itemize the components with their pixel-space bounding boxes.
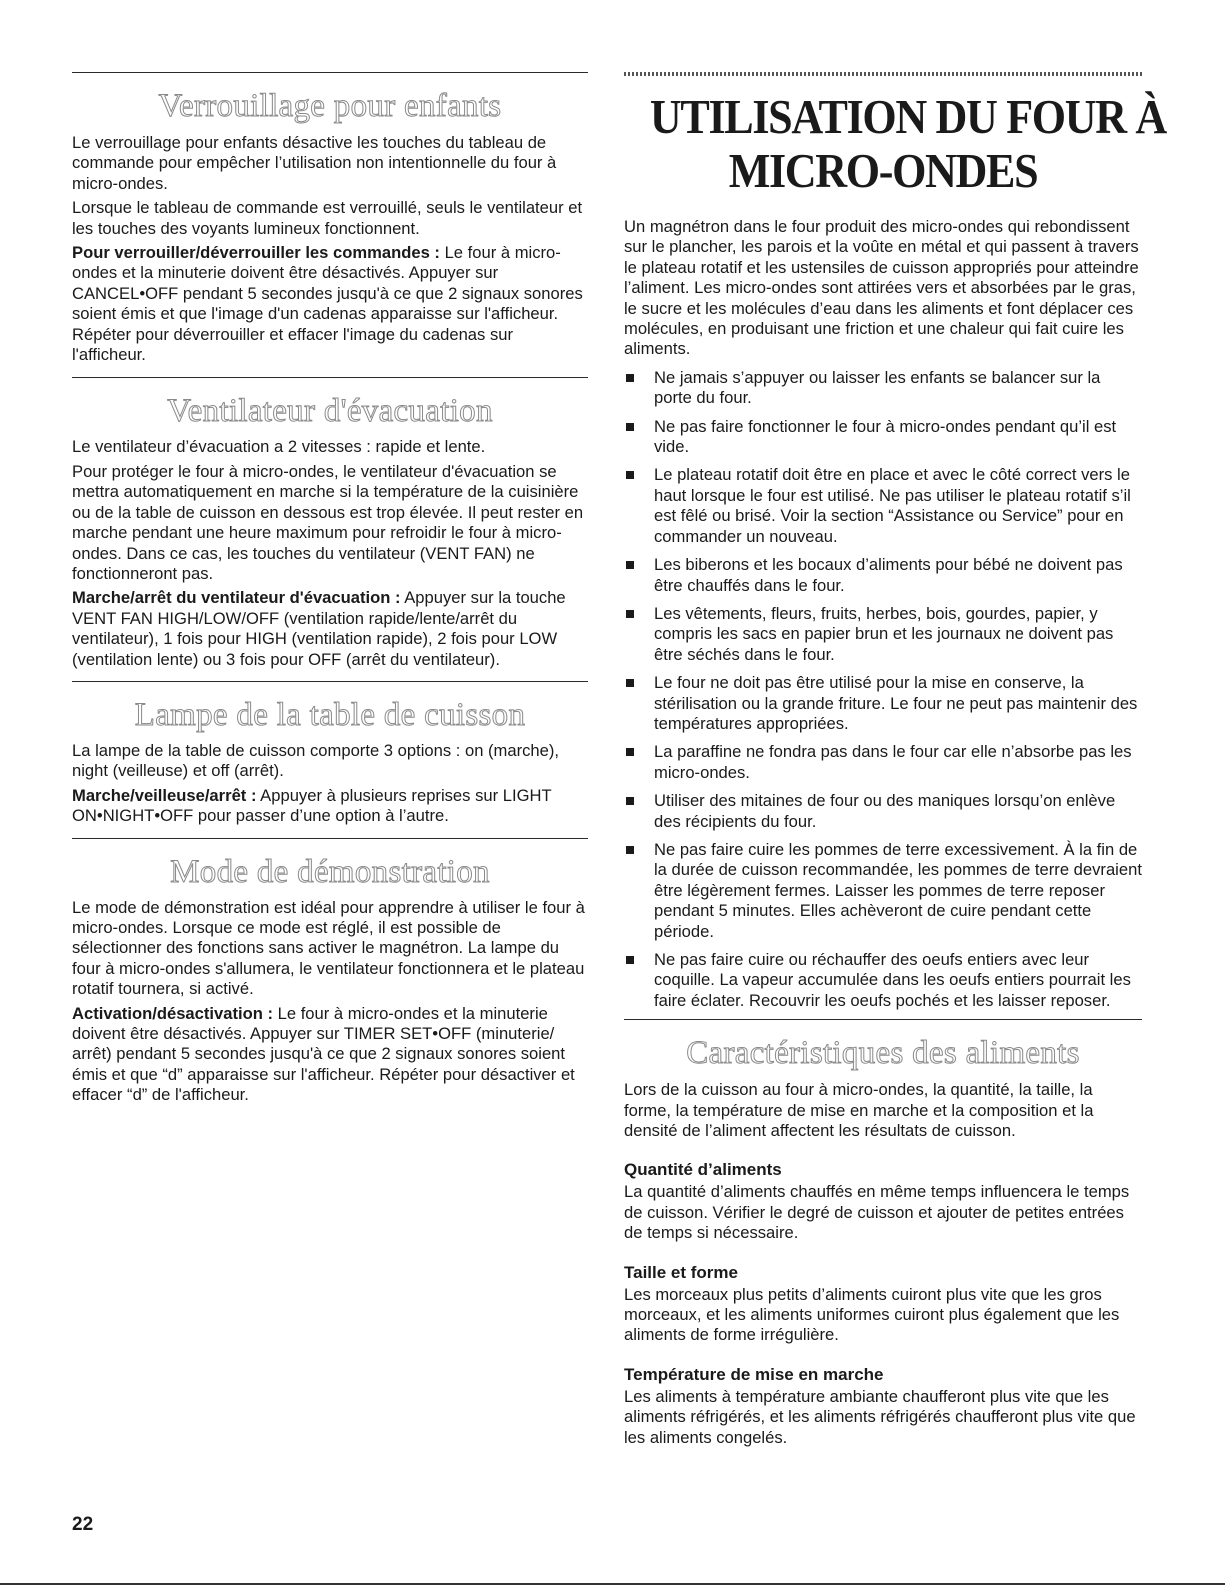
bullet-item: Ne pas faire cuire ou réchauffer des oeufs entiers avec leur coquille. La vapeur accumulée dans les oeufs entiers pourrait les faire éclater. Recouvrir les oeufs pochés et les laisser reposer. <box>624 950 1142 1011</box>
paragraph: Pour protéger le four à micro-ondes, le ventilateur d'évacuation se mettra automatiquement en marche si la température de la cuisinière ou de la table de cuisson en dessous est trop élevée. Il peut rester en marche pendant une heure maximum pour refroidir le four à micro-ondes. Dans ce cas, les touches du ventilateur (VENT FAN) ne fonctionneront pas. <box>72 461 584 583</box>
paragraph: Le verrouillage pour enfants désactive les touches du tableau de commande pour empêcher l’utilisation non intentionnelle du four à micro-ondes. <box>72 133 557 193</box>
lead-text: Marche/veilleuse/arrêt : <box>72 785 257 805</box>
size-block <box>624 1262 1142 1346</box>
demo-mode-section <box>72 898 588 1106</box>
section-title-vent-fan: Ventilateur d'évacuation <box>167 393 493 430</box>
body-text: Le four à micro-ondes et la minuterie doivent être désactivés. Appuyer sur TIMER SET•OFF (minuterie/ arrêt) pendant 5 secondes jusqu'à ce que 2 signaux sonores soient émis et que “d” apparaisse sur l'afficheur. Répéter pour désactiver et effacer “d” de l'afficheur. <box>72 1003 575 1105</box>
food-intro: Lors de la cuisson au four à micro-ondes, la quantité, la taille, la forme, la température de mise en marche et la composition et la densité de l’aliment affectent les résultats de cuisson. <box>624 1080 1094 1141</box>
bullet-item: Les biberons et les bocaux d’aliments pour bébé ne doivent pas être chauffés dans le four. <box>624 555 1142 596</box>
divider <box>72 681 588 682</box>
left-column <box>72 0 588 1106</box>
paragraph: Lorsque le tableau de commande est verrouillé, seuls le ventilateur et les touches des voyants lumineux fonctionnent. <box>72 198 583 238</box>
temperature-block <box>624 1364 1142 1448</box>
lead-text: Pour verrouiller/déverrouiller les commandes : <box>72 243 440 263</box>
divider <box>72 377 588 378</box>
bullet-item: Ne pas faire fonctionner le four à micro-ondes pendant qu’il est vide. <box>624 417 1142 458</box>
right-column <box>624 0 1166 1448</box>
page-title <box>649 89 1166 198</box>
size-text: Les morceaux plus petits d’aliments cuiront plus vite que les gros morceaux, et les aliments uniformes cuiront plus également que les aliments de forme irrégulière. <box>624 1284 1120 1345</box>
child-lock-section <box>72 133 588 365</box>
bullet-item: Utiliser des mitaines de four ou des maniques lorsqu’on enlève des récipients du four. <box>624 791 1142 832</box>
divider <box>624 1019 1142 1020</box>
page-number: 22 <box>72 1514 94 1535</box>
paragraph <box>72 786 588 827</box>
lead-text: Activation/désactivation : <box>72 1003 274 1023</box>
quantity-block <box>624 1159 1142 1243</box>
bullet-item: Le plateau rotatif doit être en place et avec le côté correct vers le haut lorsque le four est utilisé. Ne pas utiliser le plateau rotatif s’il est fêlé ou brisé. Voir la section “Assistance ou Service” pour en commander un nouveau. <box>624 465 1142 547</box>
bullet-item: La paraffine ne fondra pas dans le four car elle n’absorbe pas les micro-ondes. <box>624 742 1142 783</box>
paragraph: La lampe de la table de cuisson comporte 3 options : on (marche), night (veilleuse) et off (arrêt). <box>72 740 560 781</box>
page-title-line-2: MICRO-ONDES <box>728 143 1038 198</box>
body-text: Appuyer sur la touche VENT FAN HIGH/LOW/OFF (ventilation rapide/lente/arrêt du ventilateur), 1 fois pour HIGH (ventilation rapide), 2 fois pour LOW (ventilation lente) ou 3 fois pour OFF (arrêt du ventilateur). <box>72 588 566 669</box>
body-text: Le four à micro-ondes et la minuterie doivent être désactivés. Appuyer sur CANCEL•OFF pendant 5 secondes jusqu'à ce que 2 signaux sonores soient émis et que l'image d'un cadenas apparaisse sur l'afficheur. Répéter pour déverrouiller et effacer l'image du cadenas sur l'afficheur. <box>72 243 583 365</box>
temperature-text: Les aliments à température ambiante chaufferont plus vite que les aliments réfrigérés, et les aliments réfrigérés chaufferont plus vite que les aliments congelés. <box>624 1386 1136 1447</box>
safety-bullet-list <box>624 368 1142 1011</box>
paragraph <box>72 588 588 670</box>
bullet-item: Ne jamais s’appuyer ou laisser les enfants se balancer sur la porte du four. <box>624 368 1142 409</box>
dotted-divider <box>624 72 1142 76</box>
paragraph: Le ventilateur d’évacuation a 2 vitesses : rapide et lente. <box>72 437 486 457</box>
quantity-text: La quantité d’aliments chauffés en même temps influencera le temps de cuisson. Vérifier le degré de cuisson et ajouter de petites entrées de temps si nécessaire. <box>624 1182 1130 1243</box>
section-title-demo-mode: Mode de démonstration <box>170 853 490 890</box>
intro-paragraph: Un magnétron dans le four produit des micro-ondes qui rebondissent sur le plancher, les parois et la voûte en métal et qui passent à travers le plateau rotatif et les ustensiles de cuisson appropriés pour atteindre l’aliment. Les micro-ondes sont attirées vers et absorbées par le gras, le sucre et les molécules d’eau dans les aliments et font déplacer ces molécules, en produisant une friction et une chaleur qui fait cuire les aliments. <box>624 217 1139 359</box>
divider <box>72 72 588 73</box>
body-text: Appuyer à plusieurs reprises sur LIGHT ON•NIGHT•OFF pour passer d’une option à l’autre. <box>72 785 552 826</box>
vent-fan-section <box>72 437 588 669</box>
section-title-cooktop-light: Lampe de la table de cuisson <box>134 696 526 733</box>
quantity-heading: Quantité d’aliments <box>624 1160 782 1180</box>
lead-text: Marche/arrêt du ventilateur d'évacuation : <box>72 588 401 608</box>
bullet-item: Ne pas faire cuire les pommes de terre excessivement. À la fin de la durée de cuisson recommandée, les pommes de terre devraient être légèrement fermes. Laisser les pommes de terre reposer pendant 5 minutes. Elles achèveront de cuire pendant cette période. <box>624 840 1142 942</box>
paragraph <box>72 1004 588 1106</box>
paragraph: Le mode de démonstration est idéal pour apprendre à utiliser le four à micro-ondes. Lorsque ce mode est réglé, il est possible de sélectionner des fonctions sans activer le magnétron. La lampe du four à micro-ondes s'allumera, le ventilateur fonctionnera et le plateau rotatif tournera, si activé. <box>72 897 585 999</box>
bullet-item: Le four ne doit pas être utilisé pour la mise en conserve, la stérilisation ou la grande friture. Le four ne peut pas maintenir des températures appropriées. <box>624 673 1142 734</box>
cooktop-light-section <box>72 741 588 827</box>
page-title-line-1: UTILISATION DU FOUR À <box>649 89 1166 144</box>
divider <box>72 838 588 839</box>
temperature-heading: Température de mise en marche <box>624 1364 884 1384</box>
section-title-child-lock: Verrouillage pour enfants <box>158 88 502 124</box>
size-heading: Taille et forme <box>624 1262 738 1282</box>
paragraph <box>72 243 588 365</box>
section-title-food: Caractéristiques des aliments <box>686 1035 1080 1072</box>
bullet-item: Les vêtements, fleurs, fruits, herbes, bois, gourdes, papier, y compris les sacs en papier brun et les journaux ne doivent pas être séchés dans le four. <box>624 604 1142 665</box>
